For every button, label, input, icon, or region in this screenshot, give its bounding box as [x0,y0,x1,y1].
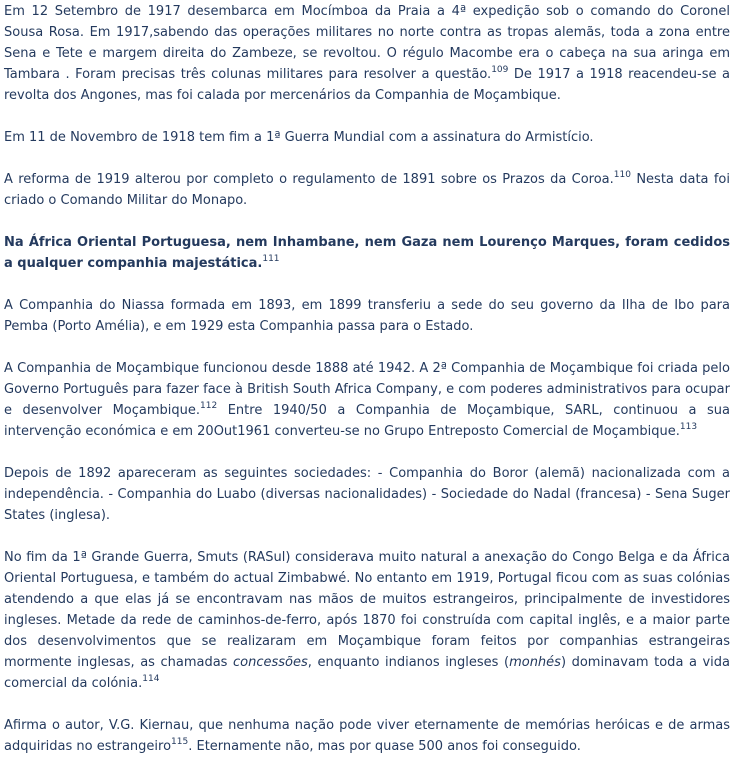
footnote-ref-115[interactable]: 115 [171,737,189,747]
paragraph-kiernau: Afirma o autor, V.G. Kiernau, que nenhuma nação pode viver eternamente de memórias heróicas e de armas adquiridas no estrangeiro$^{115}$. Eternamente não, mas por quase 500 anos foi conseguido. [4,718,730,754]
document-body [0,1,734,757]
paragraph-companhia-mocambique: A Companhia de Moçambique funcionou desde 1888 até 1942. A 2ª Companhia de Moçambique foi criada pelo Governo Português para fazer face à British South Africa Company, e com poderes administrativos para ocupar e desenvolver Moçambique.$^{112}$ Entre 1940/50 a Companhia de Moçambique, SARL, continuou a sua intervenção económica e em 20Out1961 converteu-se no Grupo Entreposto Comercial de Moçambique.$^{113}$ [4,361,730,439]
paragraph-smuts: No fim da 1ª Grande Guerra, Smuts (RASul) considerava muito natural a anexação do Congo Belga e da África Oriental Portuguesa, e também do actual Zimbabwé. No entanto em 1919, Portugal ficou com as suas colónias atendendo a que elas já se encontravam nas mãos de muitos estrangeiros, principalmente de investidores ingleses. Metade da rede de caminhos-de-ferro, após 1870 foi construída com capital inglês, e a maior parte dos desenvolvimentos que se realizaram em Moçambique foram feitos por companhias estrangeiras mormente inglesas, as chamadas concessões, enquanto indianos ingleses (monhés) dominavam toda a vida comercial da colónia.$^{114}$ [4,550,730,691]
paragraph-reform-1919: A reforma de 1919 alterou por completo o regulamento de 1891 sobre os Prazos da Coroa.$^{110}$ Nesta data foi criado o Comando Militar do Monapo. [4,170,730,208]
footnote-ref-112[interactable]: 112 [200,401,218,411]
footnote-ref-109[interactable]: 109 [491,65,509,75]
footnote-ref-111[interactable]: 111 [262,254,280,264]
paragraph-expedition: Em 12 Setembro de 1917 desembarca em Mocímboa da Praia a 4ª expedição sob o comando do Coronel Sousa Rosa. Em 1917,sabendo das operações militares no norte contra as tropas alemãs, toda a zona entre Sena e Tete e margem direita do Zambeze, se revoltou. O régulo Macombe era o cabeça na sua aringa em Tambara . Foram precisas três colunas militares para resolver a questão.$^{109}$ De 1917 a 1918 reacendeu-se a revolta dos Angones, mas foi calada por mercenários da Companhia de Moçambique. [4,4,730,103]
footnote-ref-113[interactable]: 113 [679,422,698,432]
paragraph-sociedades: Depois de 1892 apareceram as seguintes sociedades: - Companhia do Boror (alemã) nacionalizada com a independência. - Companhia do Luabo (diversas nacionalidades) - Sociedade do Nadal (francesa) - Sena Suger States (inglesa). [4,466,730,523]
paragraph-bold-statement: Na África Oriental Portuguesa, nem Inhambane, nem Gaza nem Lourenço Marques, foram cedidos a qualquer companhia majestática.$^{111}$ [4,235,730,271]
paragraph-niassa: A Companhia do Niassa formada em 1893, em 1899 transferiu a sede do seu governo da Ilha de Ibo para Pemba (Porto Amélia), e em 1929 esta Companhia passa para o Estado. [4,298,730,334]
footnote-ref-114[interactable]: 114 [142,674,160,684]
footnote-ref-110[interactable]: 110 [613,170,631,180]
paragraph-armistice: Em 11 de Novembro de 1918 tem fim a 1ª Guerra Mundial com a assinatura do Armistício. [4,130,594,145]
